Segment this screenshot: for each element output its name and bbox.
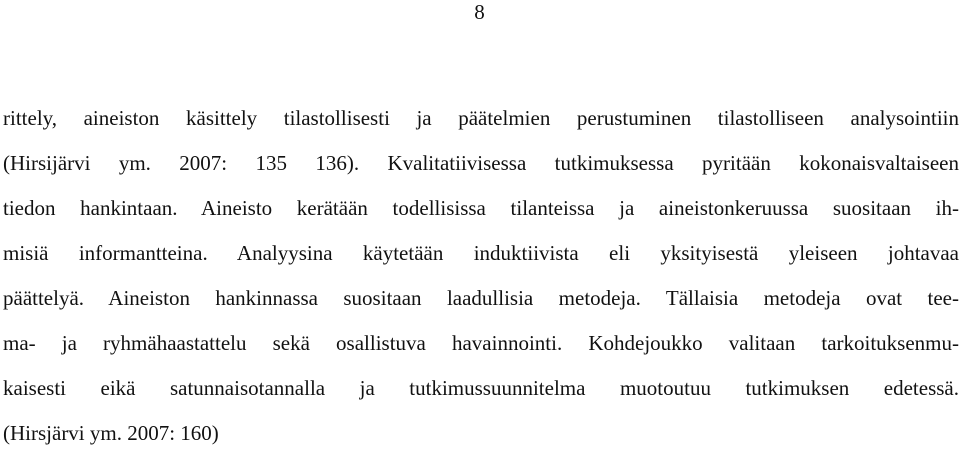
paragraph-line: (Hirsjärvi ym. 2007: 160) <box>3 421 219 445</box>
body-paragraph <box>3 96 959 456</box>
page-number: 8 <box>474 0 485 24</box>
paragraph-line: (Hirsijärvi ym. 2007: 135 136). Kvalitatiivisessa tutkimuksessa pyritään kokonaisvaltaiseen <box>3 151 959 175</box>
paragraph-line: päättelyä. Aineiston hankinnassa suositaan laadullisia metodeja. Tällaisia metodeja ovat tee- <box>3 286 959 310</box>
paragraph-line: misiä informantteina. Analyysina käytetään induktiivista eli yksityisestä yleiseen johtavaa <box>3 241 959 265</box>
paragraph-line: rittely, aineiston käsittely tilastollisesti ja päätelmien perustuminen tilastolliseen analysointiin <box>3 106 959 130</box>
paragraph-line: ma- ja ryhmähaastattelu sekä osallistuva havainnointi. Kohdejoukko valitaan tarkoituksenmu- <box>3 331 959 355</box>
paragraph-line: kaisesti eikä satunnaisotannalla ja tutkimussuunnitelma muotoutuu tutkimuksen edetessä. <box>3 376 959 400</box>
paragraph-line: tiedon hankintaan. Aineisto kerätään todellisissa tilanteissa ja aineistonkeruussa suositaan ih- <box>3 196 959 220</box>
